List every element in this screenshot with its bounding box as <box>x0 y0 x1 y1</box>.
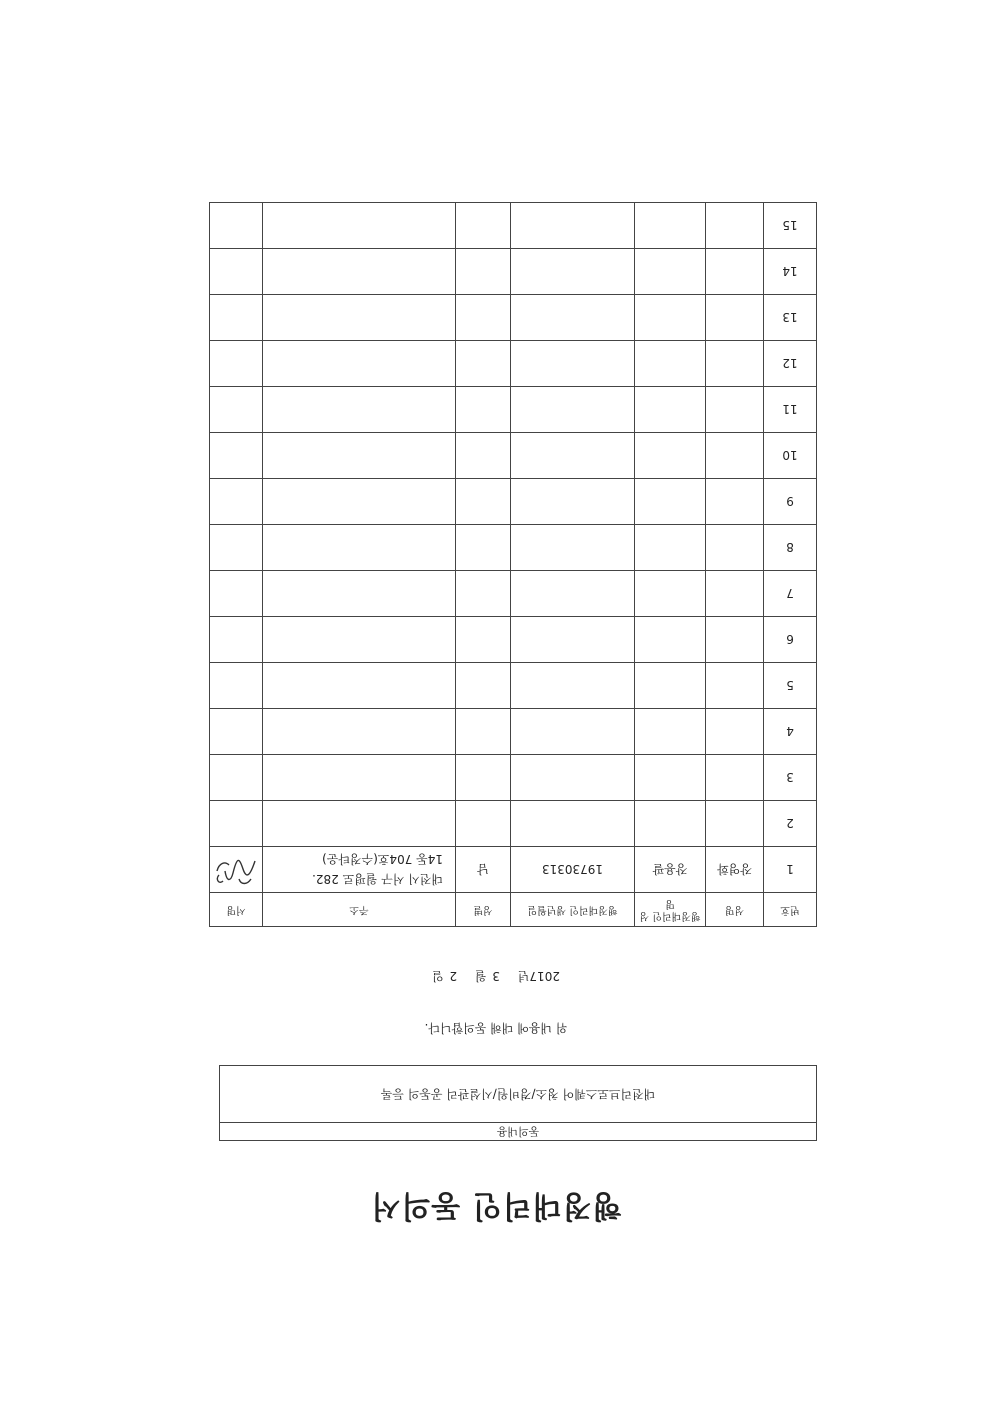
consent-section <box>219 1065 817 1141</box>
handwritten-signature <box>213 851 259 891</box>
row-name <box>635 571 706 617</box>
row-birth: 19730313 <box>511 847 635 893</box>
table-row <box>210 571 817 617</box>
row-gender <box>456 709 511 755</box>
row-gender <box>456 525 511 571</box>
row-gender <box>456 663 511 709</box>
row-role <box>706 433 764 479</box>
row-no: 9 <box>764 479 817 525</box>
table-row <box>210 617 817 663</box>
row-no: 5 <box>764 663 817 709</box>
header-gender: 성별 <box>456 893 511 927</box>
row-address <box>263 249 456 295</box>
row-role <box>706 663 764 709</box>
row-no: 13 <box>764 295 817 341</box>
row-address <box>263 801 456 847</box>
row-birth <box>511 479 635 525</box>
row-signature <box>210 571 263 617</box>
header-address: 주소 <box>263 893 456 927</box>
row-birth <box>511 295 635 341</box>
table-row <box>210 525 817 571</box>
row-role <box>706 249 764 295</box>
row-address <box>263 663 456 709</box>
row-name <box>635 387 706 433</box>
row-name <box>635 249 706 295</box>
table-row <box>210 203 817 249</box>
row-role: 장영화 <box>706 847 764 893</box>
row-no: 14 <box>764 249 817 295</box>
consent-text: 대전리브로스퀘어 청소/경비원/시설관리 공동의 등록 <box>380 1087 656 1101</box>
row-role <box>706 571 764 617</box>
table-row <box>210 433 817 479</box>
row-gender <box>456 571 511 617</box>
row-role <box>706 801 764 847</box>
row-address <box>263 571 456 617</box>
table-row <box>210 663 817 709</box>
row-signature <box>210 801 263 847</box>
row-signature <box>210 755 263 801</box>
header-role: 성명 <box>706 893 764 927</box>
row-address <box>263 387 456 433</box>
row-role <box>706 709 764 755</box>
table-row <box>210 387 817 433</box>
row-gender <box>456 479 511 525</box>
row-role <box>706 755 764 801</box>
row-no: 3 <box>764 755 817 801</box>
row-no: 1 <box>764 847 817 893</box>
row-role <box>706 617 764 663</box>
table-row <box>210 249 817 295</box>
table-row <box>210 755 817 801</box>
row-address <box>263 295 456 341</box>
date-year: 2017년 <box>517 969 560 983</box>
row-no: 2 <box>764 801 817 847</box>
row-no: 15 <box>764 203 817 249</box>
row-no: 8 <box>764 525 817 571</box>
header-birth: 행정대리인 생년월일 <box>511 893 635 927</box>
row-birth <box>511 617 635 663</box>
row-address <box>263 755 456 801</box>
row-address <box>263 525 456 571</box>
row-signature <box>210 709 263 755</box>
header-name: 행정대리인 성명 <box>635 893 706 927</box>
row-gender <box>456 203 511 249</box>
row-no: 6 <box>764 617 817 663</box>
row-signature <box>210 663 263 709</box>
table-row <box>210 847 817 893</box>
row-birth <box>511 755 635 801</box>
row-name <box>635 203 706 249</box>
row-address <box>263 847 456 893</box>
table-row <box>210 295 817 341</box>
row-role <box>706 479 764 525</box>
date-month: 3 월 <box>474 969 500 983</box>
row-signature <box>210 525 263 571</box>
row-role <box>706 387 764 433</box>
row-name <box>635 525 706 571</box>
table-row <box>210 479 817 525</box>
row-no: 4 <box>764 709 817 755</box>
row-gender <box>456 433 511 479</box>
row-no: 7 <box>764 571 817 617</box>
agreement-statement: 위 내용에 대해 동의합니다. <box>424 1021 568 1035</box>
address-line-2: 14동 704호(수정타운) <box>322 852 443 867</box>
table-header-row <box>210 893 817 927</box>
row-gender <box>456 295 511 341</box>
row-name <box>635 433 706 479</box>
address-line-1: 대전시 서구 월평로 282. <box>312 872 443 887</box>
row-role <box>706 295 764 341</box>
table-row <box>210 709 817 755</box>
row-name: 장용팔 <box>635 847 706 893</box>
row-role <box>706 525 764 571</box>
header-no: 번호 <box>764 893 817 927</box>
row-name <box>635 341 706 387</box>
row-birth <box>511 249 635 295</box>
row-gender <box>456 387 511 433</box>
row-address <box>263 617 456 663</box>
document-title: 행정대리인 동의서 <box>370 1188 622 1223</box>
row-name <box>635 801 706 847</box>
header-signature: 서명 <box>210 893 263 927</box>
row-role <box>706 341 764 387</box>
row-name <box>635 617 706 663</box>
row-gender <box>456 249 511 295</box>
row-address <box>263 479 456 525</box>
row-address <box>263 433 456 479</box>
row-signature <box>210 341 263 387</box>
row-gender <box>456 341 511 387</box>
row-birth <box>511 341 635 387</box>
row-gender <box>456 801 511 847</box>
row-birth <box>511 663 635 709</box>
row-role <box>706 203 764 249</box>
row-birth <box>511 801 635 847</box>
row-address <box>263 709 456 755</box>
consent-header: 동의내용 <box>220 1122 816 1140</box>
row-address <box>263 341 456 387</box>
row-signature <box>210 479 263 525</box>
row-signature <box>210 249 263 295</box>
row-signature <box>210 617 263 663</box>
row-birth <box>511 571 635 617</box>
row-signature <box>210 203 263 249</box>
row-name <box>635 295 706 341</box>
date-day: 2 일 <box>432 969 458 983</box>
row-name <box>635 709 706 755</box>
row-gender <box>456 617 511 663</box>
row-birth <box>511 525 635 571</box>
row-no: 12 <box>764 341 817 387</box>
row-address <box>263 203 456 249</box>
table-row <box>210 341 817 387</box>
agent-roster-table <box>209 202 817 927</box>
row-birth <box>511 203 635 249</box>
row-signature <box>210 387 263 433</box>
row-birth <box>511 709 635 755</box>
row-birth <box>511 387 635 433</box>
row-no: 10 <box>764 433 817 479</box>
row-gender: 남 <box>456 847 511 893</box>
row-signature <box>210 847 263 893</box>
row-signature <box>210 433 263 479</box>
row-name <box>635 663 706 709</box>
row-name <box>635 479 706 525</box>
signing-date <box>0 968 992 985</box>
row-name <box>635 755 706 801</box>
row-birth <box>511 433 635 479</box>
row-signature <box>210 295 263 341</box>
row-gender <box>456 755 511 801</box>
table-row <box>210 801 817 847</box>
row-no: 11 <box>764 387 817 433</box>
